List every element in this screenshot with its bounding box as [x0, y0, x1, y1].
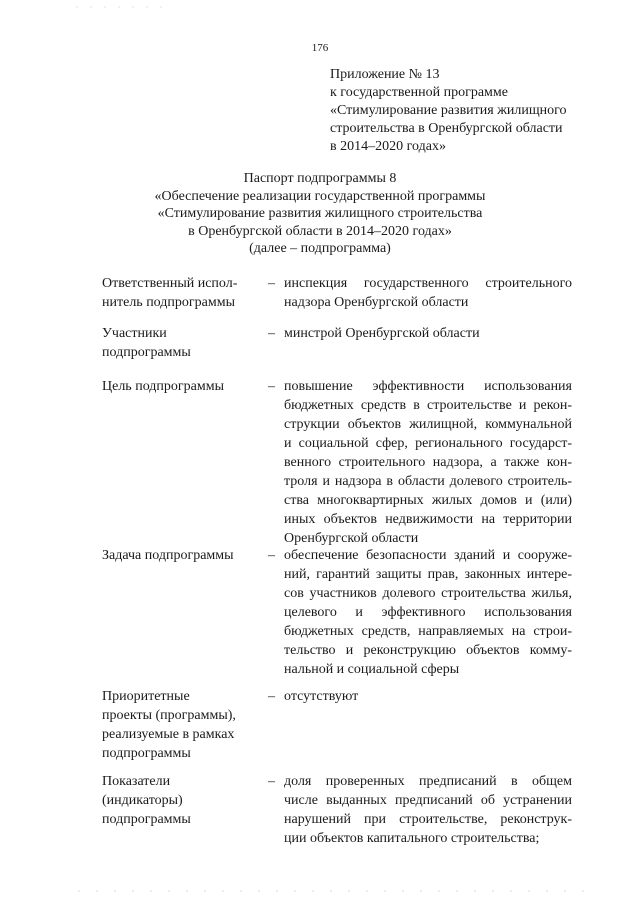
row-value	[284, 772, 572, 848]
appendix-line: строительства в Оренбургской области	[330, 121, 563, 136]
row-dash: –	[268, 379, 275, 394]
row-value-line: Оренбургской области	[284, 531, 419, 546]
scan-artifact-bottom	[70, 890, 590, 892]
passport-title-line: в Оренбургской области в 2014–2020 годах»	[188, 223, 452, 239]
row-value-line: сов участников долевого строительства жилья,	[284, 586, 572, 601]
appendix-line: «Стимулирование развития жилищного	[330, 103, 567, 118]
row-value-line: и социальной сфер, регионального государст-	[284, 436, 572, 451]
row-value-line: иных объектов недвижимости на территории	[284, 512, 572, 527]
row-value-line: бюджетных средств, направляемых на строи-	[284, 624, 572, 639]
appendix-line: в 2014–2020 годах»	[330, 139, 446, 154]
page-number: 176	[311, 42, 329, 54]
appendix-line: Приложение № 13	[330, 67, 440, 82]
row-dash: –	[268, 326, 275, 341]
row-label	[102, 772, 262, 829]
row-value-line: струкции объектов жилищной, коммунальной	[284, 417, 572, 432]
row-label-line: нитель подпрограммы	[102, 295, 235, 310]
row-label-line: подпрограммы	[102, 812, 191, 827]
row-label	[102, 324, 262, 362]
row-value	[284, 377, 572, 548]
row-label	[102, 687, 262, 763]
row-label-line: Ответственный испол-	[102, 276, 238, 291]
row-value-line: обеспечение безопасности зданий и сооруже-	[284, 548, 572, 563]
row-value-line: ции объектов капитального строительства;	[284, 831, 540, 846]
row-value-line: числе выданных предписаний об устранении	[284, 793, 572, 808]
row-label-line: подпрограммы	[102, 746, 191, 761]
row-dash: –	[268, 276, 275, 291]
row-value-line: венного строительного надзора, а также кон-	[284, 455, 572, 470]
row-label-line: подпрограммы	[102, 345, 191, 360]
row-value-line: доля проверенных предписаний в общем	[284, 774, 572, 789]
row-label	[102, 377, 262, 396]
passport-title-line: Паспорт подпрограммы 8	[243, 171, 397, 186]
passport-title-line: «Стимулирование развития жилищного строительства	[157, 206, 483, 221]
row-label-line: Задача подпрограммы	[102, 548, 234, 563]
row-value-line: нальной и социальной сферы	[284, 662, 460, 677]
row-value-line: инспекция государственного строительного	[284, 276, 572, 291]
scan-artifact-top	[70, 6, 170, 8]
row-value-line: троля и надзора в области долевого строитель-	[284, 474, 572, 489]
passport-title-line: (далее – подпрограмма)	[249, 241, 391, 256]
row-value	[284, 274, 572, 312]
row-value	[284, 687, 572, 706]
row-value-line: надзора Оренбургской области	[284, 295, 469, 310]
row-value-line: отсутствуют	[284, 689, 359, 704]
row-label-line: Показатели	[102, 774, 171, 789]
row-label-line: Приоритетные	[102, 689, 190, 704]
row-value-line: бюджетных средств в строительстве и рекон-	[284, 398, 572, 413]
passport-title-line: «Обеспечение реализации государственной программы	[154, 188, 486, 204]
row-label	[102, 546, 262, 565]
row-label-line: проекты (программы),	[102, 708, 236, 723]
row-value-line: ний, гарантий защиты прав, законных интере-	[284, 567, 572, 582]
row-value	[284, 546, 572, 679]
row-value	[284, 324, 572, 343]
passport-title	[0, 170, 640, 258]
row-dash: –	[268, 774, 275, 789]
appendix-line: к государственной программе	[330, 85, 508, 100]
row-value-line: целевого и эффективного использования	[284, 605, 572, 620]
row-dash: –	[268, 548, 275, 563]
row-value-line: минстрой Оренбургской области	[284, 326, 480, 341]
row-label-line: Цель подпрограммы	[102, 379, 224, 394]
row-dash: –	[268, 689, 275, 704]
row-label	[102, 274, 262, 312]
row-value-line: повышение эффективности использования	[284, 379, 572, 394]
row-value-line: тельство и реконструкцию объектов комму-	[284, 643, 572, 658]
row-label-line: Участники	[102, 326, 167, 341]
row-value-line: нарушений при строительстве, реконструк-	[284, 812, 572, 827]
row-value-line: ства многоквартирных жилых домов и (или)	[284, 493, 572, 508]
row-label-line: (индикаторы)	[102, 793, 183, 808]
row-label-line: реализуемые в рамках	[102, 727, 235, 742]
appendix-heading	[330, 66, 630, 156]
